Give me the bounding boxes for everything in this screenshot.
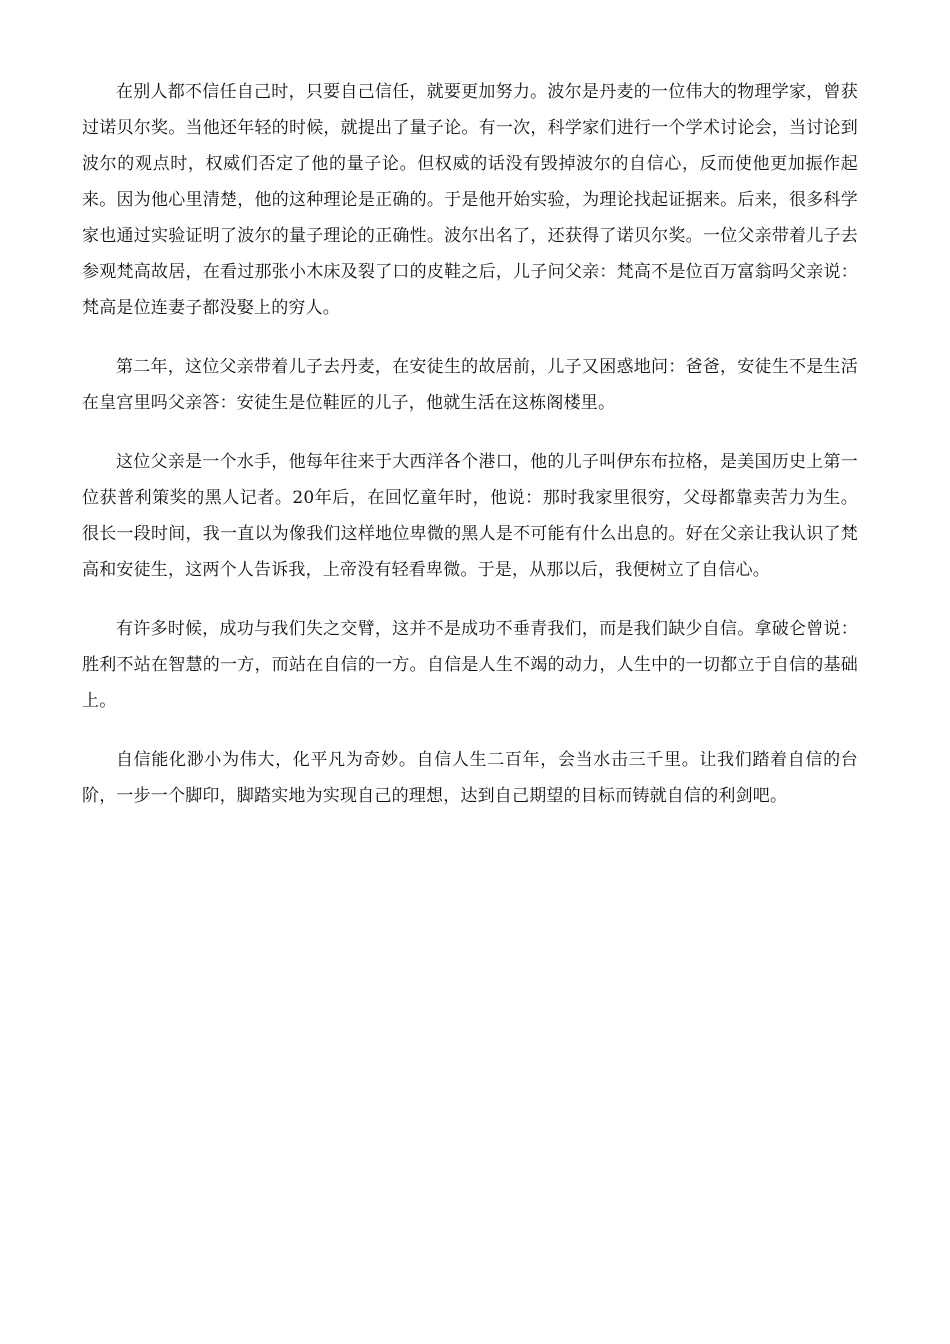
paragraph-1: 在别人都不信任自己时，只要自己信任，就要更加努力。波尔是丹麦的一位伟大的物理学家，曾获过诺贝尔奖。当他还年轻的时候，就提出了量子论。有一次，科学家们进行一个学术讨论会，当讨论到波尔的观点时，权威们否定了他的量子论。但权威的话没有毁掉波尔的自信心，反而使他更加振作起来。因为他心里清楚，他的这种理论是正确的。于是他开始实验，为理论找起证据来。后来，很多科学家也通过实验证明了波尔的量子理论的正确性。波尔出名了，还获得了诺贝尔奖。一位父亲带着儿子去参观梵高故居，在看过那张小木床及裂了口的皮鞋之后，儿子问父亲：梵高不是位百万富翁吗父亲说：梵高是位连妻子都没娶上的穷人。	[82, 82, 858, 318]
paragraph-3: 这位父亲是一个水手，他每年往来于大西洋各个港口，他的儿子叫伊东布拉格，是美国历史上第一位获普利策奖的黑人记者。20年后，在回忆童年时，他说：那时我家里很穷，父母都靠卖苦力为生。很长一段时间，我一直以为像我们这样地位卑微的黑人是不可能有什么出息的。好在父亲让我认识了梵高和安徒生，这两个人告诉我，上帝没有轻看卑微。于是，从那以后，我便树立了自信心。	[82, 452, 858, 580]
paragraph-2: 第二年，这位父亲带着儿子去丹麦，在安徒生的故居前，儿子又困惑地问：爸爸，安徒生不是生活在皇宫里吗父亲答：安徒生是位鞋匠的儿子，他就生活在这栋阁楼里。	[82, 357, 858, 413]
document-body	[82, 74, 858, 837]
paragraph-4: 有许多时候，成功与我们失之交臂，这并不是成功不垂青我们，而是我们缺少自信。拿破仑曾说：胜利不站在智慧的一方，而站在自信的一方。自信是人生不竭的动力，人生中的一切都立于自信的基础上。	[82, 619, 858, 711]
paragraph-5: 自信能化渺小为伟大，化平凡为奇妙。自信人生二百年，会当水击三千里。让我们踏着自信的台阶，一步一个脚印，脚踏实地为实现自己的理想，达到自己期望的目标而铸就自信的利剑吧。	[82, 750, 858, 806]
